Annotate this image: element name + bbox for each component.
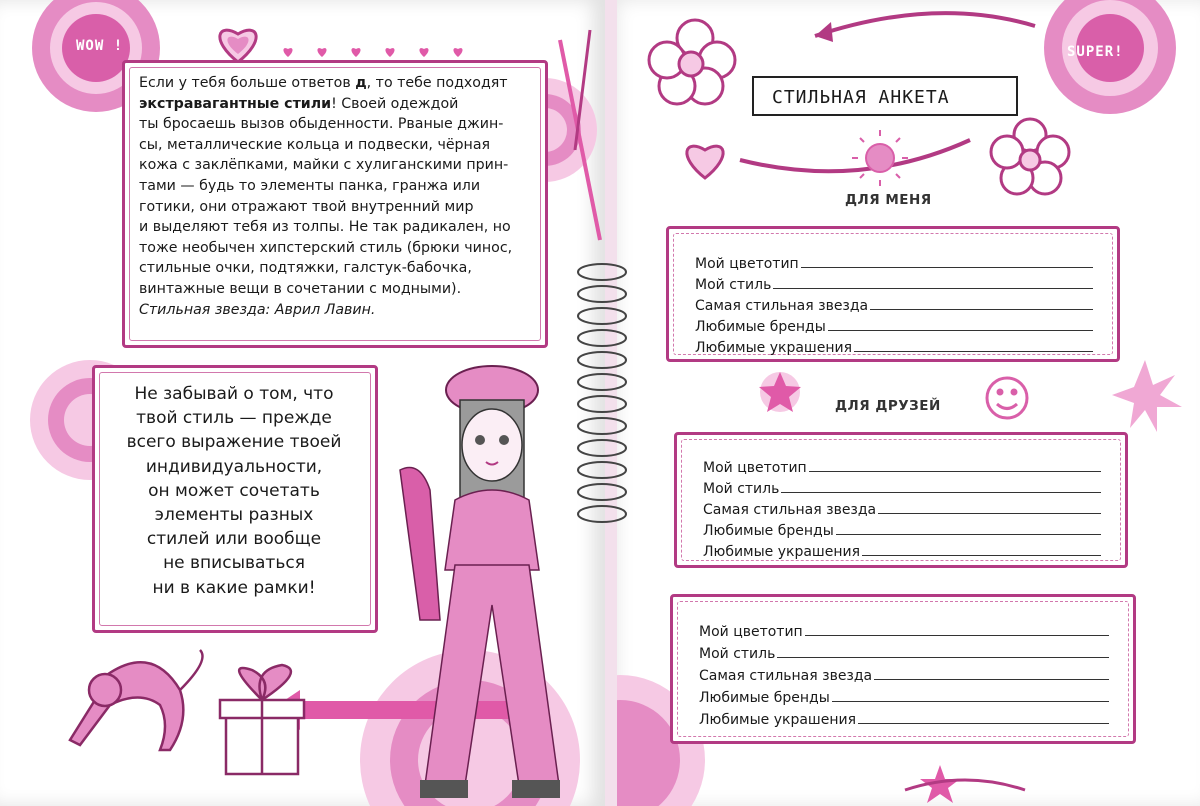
text-line: ты бросаешь вызов обыденности. Рваные джин- (139, 116, 504, 133)
text-line: экстравагантные стили! Своей одеждой (139, 95, 459, 112)
text-line: и выделяют тебя из толпы. Не так радикален, но (139, 219, 511, 236)
form-row[interactable]: Мой стиль (699, 641, 1109, 662)
for-me-label: ДЛЯ МЕНЯ (845, 192, 932, 208)
for-friends-label: ДЛЯ ДРУЗЕЙ (835, 398, 941, 414)
tip-line: Не забывай о том, что (134, 384, 334, 404)
text-line: тами — будь то элементы панка, гранжа или (139, 177, 481, 194)
extravagant-style-text-box (122, 60, 548, 348)
text-line: кожа с заклёпками, майки с хулиганскими прин- (139, 157, 509, 174)
text-line: сы, металлические кольца и подвески, чёрная (139, 136, 491, 153)
sun-icon (852, 130, 908, 186)
tip-line: ни в какие рамки! (152, 577, 316, 598)
form-row[interactable]: Любимые украшения (699, 707, 1109, 728)
heart-icon (687, 146, 723, 178)
flower-icon (991, 119, 1069, 194)
text-line: Если у тебя больше ответов д, то тебе подходят (139, 75, 508, 91)
form-row[interactable]: Самая стильная звезда (699, 663, 1109, 684)
form-row[interactable]: Мой цветотип (699, 619, 1109, 640)
tip-line: не вписываться (163, 553, 305, 574)
tip-line: элементы разных (154, 505, 314, 526)
form-row[interactable]: Мой стиль (695, 272, 1093, 293)
form-for-me (666, 226, 1120, 362)
tip-line: стилей или вообще (146, 529, 322, 550)
text-line: стильные очки, подтяжки, галстук-бабочка, (139, 260, 472, 277)
tip-line: твой стиль — прежде (136, 408, 332, 429)
text-line: тоже необычен хипстерский стиль (брюки чинос, (139, 239, 513, 256)
hearts-row (283, 48, 462, 57)
form-row[interactable]: Любимые бренды (703, 518, 1101, 539)
questionnaire-title: СТИЛЬНАЯ АНКЕТА (752, 76, 1018, 116)
tip-text-box (92, 365, 378, 633)
smiley-icon (987, 378, 1027, 418)
form-row[interactable]: Самая стильная звезда (703, 497, 1101, 518)
tip-line: он может сочетать (148, 480, 320, 501)
text-line: винтажные вещи в сочетании с модными). (139, 280, 462, 297)
wow-badge: WOW ! (76, 38, 124, 54)
flower-icon (649, 20, 735, 104)
form-row[interactable]: Любимые бренды (699, 685, 1109, 706)
form-row[interactable]: Любимые бренды (695, 314, 1093, 335)
form-for-friend-1 (674, 432, 1128, 568)
form-row[interactable]: Любимые украшения (703, 539, 1101, 560)
super-badge: SUPER! (1067, 44, 1124, 60)
style-star-line: Стильная звезда: Аврил Лавин. (139, 301, 376, 318)
form-for-friend-2 (670, 594, 1136, 744)
form-row[interactable]: Любимые украшения (695, 335, 1093, 356)
form-row[interactable]: Мой цветотип (703, 455, 1101, 476)
notebook-spiral (572, 260, 632, 540)
gift-icon (220, 665, 304, 774)
tip-line: индивидуальности, (145, 456, 323, 477)
text-line: готики, они отражают твой внутренний мир (139, 198, 474, 215)
form-row[interactable]: Мой стиль (703, 476, 1101, 497)
cat-icon (70, 650, 203, 750)
form-row[interactable]: Мой цветотип (695, 251, 1093, 272)
form-row[interactable]: Самая стильная звезда (695, 293, 1093, 314)
tip-line: всего выражение твоей (126, 432, 342, 453)
